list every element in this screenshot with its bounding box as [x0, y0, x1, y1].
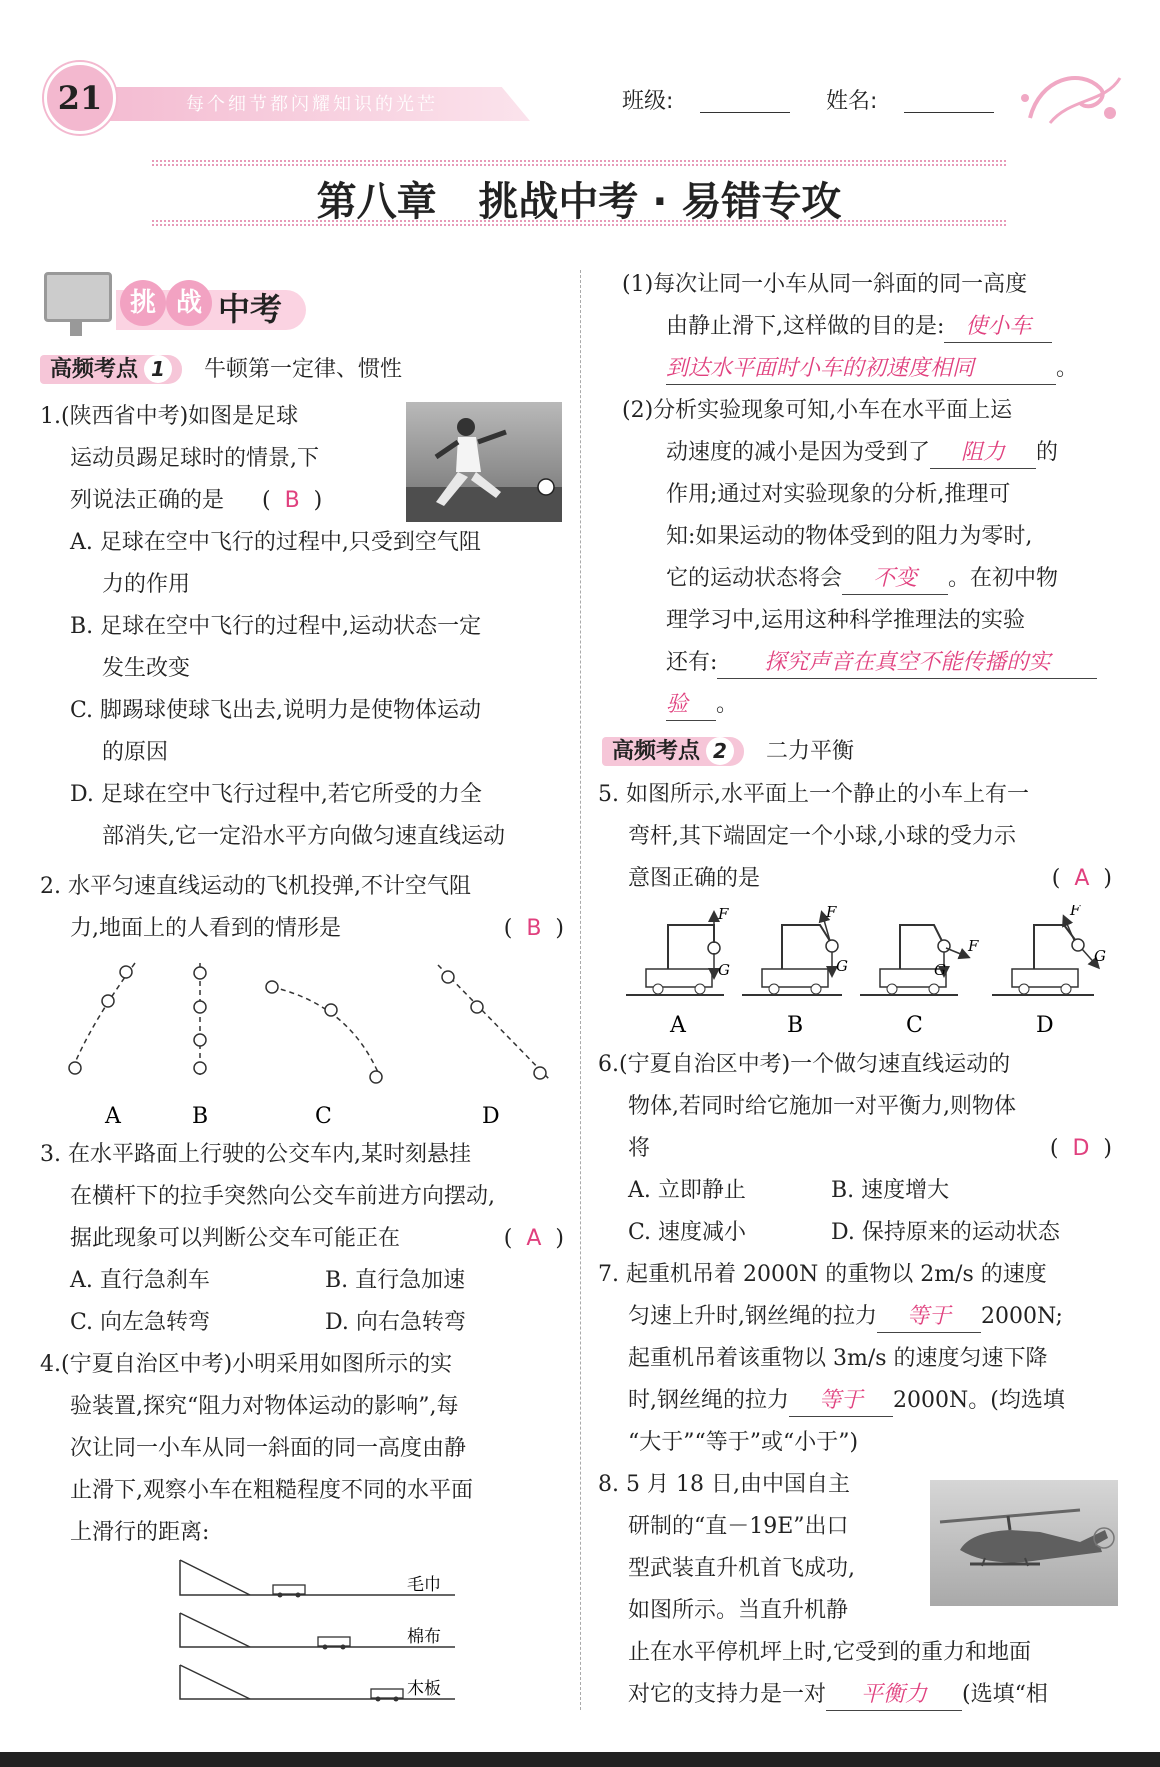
page-number: 21: [57, 79, 103, 117]
name-label: 姓名:: [826, 89, 878, 114]
q4-line-1: 4.(宁夏自治区中考)小明采用如图所示的实: [40, 1352, 453, 1377]
soccer-photo: [406, 402, 562, 522]
svg-text:G: G: [1094, 947, 1106, 965]
svg-text:G: G: [934, 961, 946, 979]
chapter-title: 第八章 挑战中考 · 易错专攻: [316, 179, 842, 225]
topic-badge: 高频考点 2: [602, 737, 744, 766]
q4-incline-diagram: [175, 1555, 475, 1715]
title-border-top: [152, 160, 1006, 166]
svg-text:G: G: [718, 961, 730, 979]
q5-force-diagram: [624, 905, 1124, 1040]
bottom-bar: [0, 1752, 1160, 1767]
q5-line-3: 意图正确的是 ( A ): [628, 866, 1112, 891]
q6-option-b[interactable]: B. 速度增大: [831, 1178, 950, 1203]
topic-number: 2: [706, 737, 734, 765]
cart-c: [860, 925, 979, 995]
question-6: [598, 1044, 1118, 1254]
section-circle-2: 战: [166, 280, 212, 326]
question-5: [598, 774, 1118, 900]
q7-blank-2[interactable]: 等于: [789, 1386, 893, 1417]
q8-line-1: 8. 5 月 18 日,由中国自主: [598, 1472, 850, 1497]
q4-line-5: 上滑行的距离:: [70, 1520, 210, 1545]
q3-line-2: 在横杆下的拉手突然向公交车前进方向摆动,: [70, 1184, 495, 1209]
q4-line-4: 止滑下,观察小车在粗糙程度不同的水平面: [70, 1478, 473, 1503]
topic-name: 牛顿第一定律、惯性: [204, 357, 403, 382]
q8-blank[interactable]: 平衡力: [826, 1680, 962, 1711]
trajectory-c: [266, 981, 382, 1083]
surface-board: [180, 1665, 455, 1702]
q2-line-1: 2. 水平匀速直线运动的飞机投弹,不计空气阻: [40, 874, 471, 899]
q2-label-c: C: [315, 1104, 332, 1129]
q3-line-3: 据此现象可以判断公交车可能正在 ( A ): [70, 1226, 564, 1251]
trajectory-a: [69, 963, 135, 1074]
svg-text:F: F: [1070, 905, 1081, 919]
q6-answer: D: [1072, 1136, 1090, 1161]
q5-label-a: A: [670, 1013, 686, 1038]
cart-d: [992, 905, 1106, 995]
svg-text:F: F: [718, 905, 729, 923]
cart-b: [742, 905, 848, 995]
svg-text:F: F: [826, 905, 837, 921]
q1-line-1: 1.(陕西省中考)如图是足球: [40, 404, 299, 429]
question-2: [40, 866, 570, 950]
flourish-ornament: [1010, 58, 1130, 138]
q3-option-d[interactable]: D. 向右急转弯: [325, 1310, 466, 1335]
q8-line-4: 如图所示。当直升机静: [628, 1598, 849, 1623]
monitor-icon: [44, 272, 112, 322]
page-header: [0, 40, 1160, 130]
section-circle-1: 挑: [120, 280, 166, 326]
q8-line-2: 研制的“直－19E”出口: [628, 1514, 849, 1539]
question-4: [40, 1344, 570, 1554]
page-number-badge: [44, 62, 116, 134]
q5-label-b: B: [787, 1013, 804, 1038]
q4-blank-state[interactable]: 不变: [842, 564, 948, 595]
q4-blank-resistance[interactable]: 阻力: [930, 438, 1036, 469]
q6-line-1: 6.(宁夏自治区中考)一个做匀速直线运动的: [598, 1052, 1011, 1077]
column-divider: [580, 270, 581, 1710]
q2-answer: B: [526, 916, 542, 941]
q2-label-b: B: [192, 1104, 209, 1129]
q2-label-d: D: [482, 1104, 500, 1129]
topic-name: 二力平衡: [766, 739, 855, 764]
svg-text:G: G: [836, 957, 848, 975]
q3-line-1: 3. 在水平路面上行驶的公交车内,某时刻悬挂: [40, 1142, 471, 1167]
q4-part-2: (2)分析实验现象可知,小车在水平面上运 动速度的减小是因为受到了 阻力 的 作用;通过对实验现象的分析,推理可 知:如果运动的物体受到的阻力为零时, 它的运动状态将会 不变 。在初中物 理学习中,运用这种科学推理法的实验 还有: 探究声音在真空不能传播的实 验 。: [622, 390, 1122, 726]
q5-label-c: C: [906, 1013, 923, 1038]
topic-number: 1: [144, 355, 172, 383]
q5-line-1: 5. 如图所示,水平面上一个静止的小车上有一: [598, 782, 1029, 807]
q1-answer: B: [284, 488, 300, 513]
surface-label-towel: 毛巾: [407, 1575, 441, 1595]
question-8: [598, 1464, 888, 1632]
q1-line-2: 运动员踢足球时的情景,下: [70, 446, 319, 471]
topic-heading-1: [40, 352, 402, 383]
q1-option-b[interactable]: B. 足球在空中飞行的过程中,运动状态一定 发生改变: [70, 614, 482, 681]
q4-blank-experiment-2[interactable]: 验: [666, 690, 716, 721]
soccer-player-image: [406, 402, 562, 522]
q3-option-b[interactable]: B. 直行急加速: [325, 1268, 466, 1293]
surface-towel: [180, 1560, 455, 1598]
class-label: 班级:: [622, 89, 674, 114]
question-7: 7. 起重机吊着 2000N 的重物以 2m/s 的速度 匀速上升时,钢丝绳的拉力 等于 2000N; 起重机吊着该重物以 3m/s 的速度匀速下降 时,钢丝绳的拉力 等于 2000N。(均选填 “大于”“等于”或“小于”): [598, 1262, 1065, 1455]
q3-answer: A: [526, 1226, 542, 1251]
trajectory-b: [194, 963, 206, 1075]
q3-option-a[interactable]: A. 直行急刹车: [70, 1268, 210, 1293]
q4-blank-purpose-1[interactable]: 使小车: [944, 312, 1052, 343]
q4-blank-experiment-1[interactable]: 探究声音在真空不能传播的实: [717, 648, 1097, 679]
class-field[interactable]: [700, 112, 790, 113]
header-slogan: 每个细节都闪耀知识的光芒: [186, 94, 438, 115]
q1-option-d[interactable]: D. 足球在空中飞行过程中,若它所受的力全 部消失,它一定沿水平方向做匀速直线运动: [70, 782, 505, 849]
q6-option-a[interactable]: A. 立即静止: [628, 1178, 746, 1203]
q1-option-c[interactable]: C. 脚踢球使球飞出去,说明力是使物体运动 的原因: [70, 698, 482, 765]
question-1: [40, 396, 400, 522]
q2-label-a: A: [105, 1104, 121, 1129]
title-border-bottom: [152, 220, 1006, 226]
q5-label-d: D: [1036, 1013, 1054, 1038]
q6-option-c[interactable]: C. 速度减小: [628, 1220, 747, 1245]
q2-trajectory-diagram: [50, 955, 570, 1130]
q5-answer: A: [1074, 866, 1090, 891]
helicopter-photo: [930, 1480, 1118, 1606]
q8-continued: 止在水平停机坪上时,它受到的重力和地面 对它的支持力是一对 平衡力 (选填“相: [598, 1632, 1128, 1716]
cart-a: [626, 905, 730, 995]
q7-blank-1[interactable]: 等于: [877, 1302, 981, 1333]
topic-heading-2: [602, 734, 854, 765]
q1-line-3: 列说法正确的是 ( B ): [70, 488, 323, 513]
question-3: [40, 1134, 570, 1344]
q1-options: [70, 522, 570, 858]
monitor-stand-icon: [70, 322, 82, 336]
q8-line-3: 型武装直升机首飞成功,: [628, 1556, 855, 1581]
name-field[interactable]: [904, 112, 994, 113]
q1-option-a[interactable]: A. 足球在空中飞行的过程中,只受到空气阻 力的作用: [70, 530, 481, 597]
topic-badge: 高频考点 1: [40, 355, 182, 384]
helicopter-image: [930, 1480, 1118, 1606]
q6-line-2: 物体,若同时给它施加一对平衡力,则物体: [628, 1094, 1016, 1119]
surface-label-board: 木板: [407, 1679, 441, 1699]
svg-text:F: F: [968, 937, 979, 955]
q4-part-1: (1)每次让同一小车从同一斜面的同一高度 由静止滑下,这样做的目的是: 使小车 到达水平面时小车的初速度相同 。: [622, 264, 1122, 390]
surface-cotton: [180, 1613, 455, 1650]
q5-line-2: 弯杆,其下端固定一个小球,小球的受力示: [628, 824, 1016, 849]
q2-line-2: 力,地面上的人看到的情形是 ( B ): [70, 916, 564, 941]
q6-line-3: 将 ( D ): [628, 1136, 1112, 1161]
q3-option-c[interactable]: C. 向左急转弯: [70, 1310, 211, 1335]
section-heading: [42, 270, 312, 340]
q4-line-2: 验装置,探究“阻力对物体运动的影响”,每: [70, 1394, 459, 1419]
q4-blank-purpose-2[interactable]: 到达水平面时小车的初速度相同: [666, 354, 1056, 385]
trajectory-d: [438, 965, 550, 1080]
surface-label-cotton: 棉布: [407, 1627, 441, 1647]
q6-option-d[interactable]: D. 保持原来的运动状态: [831, 1220, 1060, 1245]
q4-line-3: 次让同一小车从同一斜面的同一高度由静: [70, 1436, 467, 1461]
section-title: 中考: [218, 290, 283, 328]
